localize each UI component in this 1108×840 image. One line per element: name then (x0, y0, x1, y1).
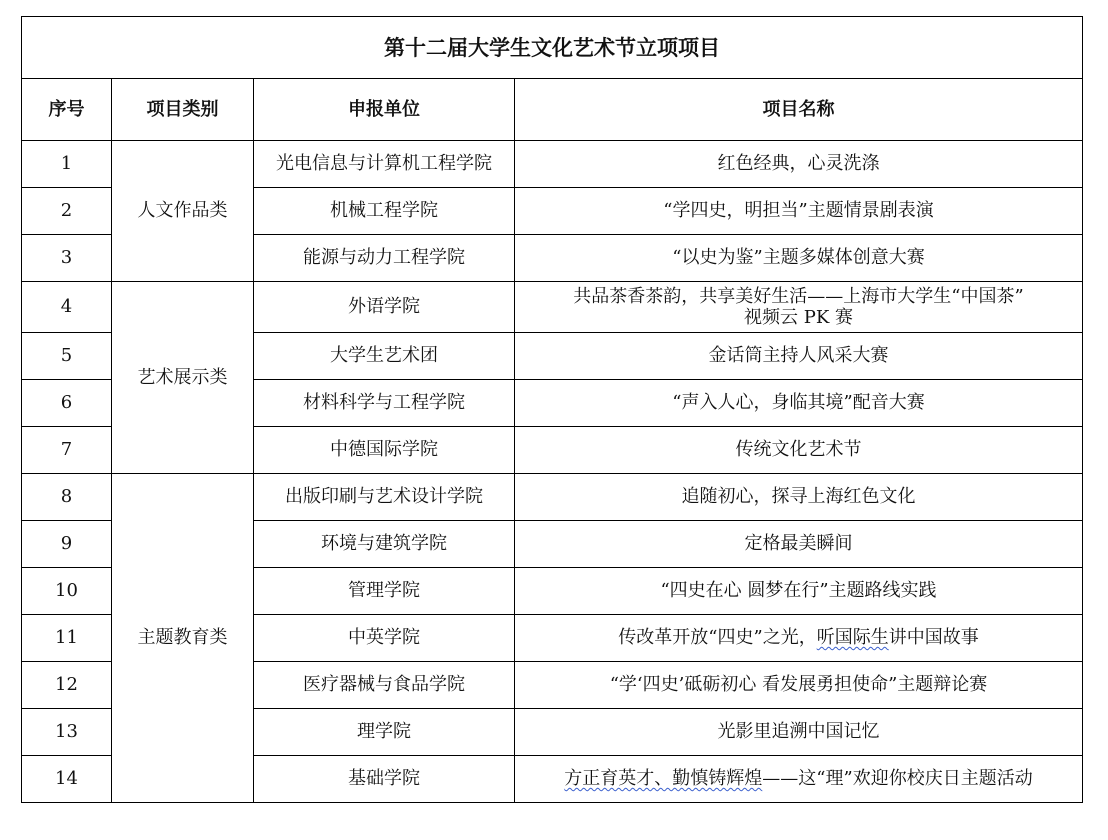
row-unit: 环境与建筑学院 (254, 521, 515, 568)
row-project-name (515, 282, 1083, 333)
header-category: 项目类别 (112, 79, 254, 141)
row-unit: 光电信息与计算机工程学院 (254, 141, 515, 188)
row-project-name: 光影里追溯中国记忆 (515, 709, 1083, 756)
row-no: 5 (22, 333, 112, 380)
project-table (21, 16, 1083, 803)
project-name-line: 视频云 PK 赛 (743, 307, 853, 328)
row-unit: 基础学院 (254, 756, 515, 803)
row-project-name: “声入人心，身临其境”配音大赛 (515, 380, 1083, 427)
category-cell: 主题教育类 (112, 474, 254, 803)
row-unit: 能源与动力工程学院 (254, 235, 515, 282)
row-unit: 材料科学与工程学院 (254, 380, 515, 427)
header-row (22, 79, 1083, 141)
row-unit: 机械工程学院 (254, 188, 515, 235)
row-no: 3 (22, 235, 112, 282)
row-no: 6 (22, 380, 112, 427)
category-cell: 艺术展示类 (112, 282, 254, 474)
header-unit: 申报单位 (254, 79, 515, 141)
row-no: 14 (22, 756, 112, 803)
table-row (22, 282, 1083, 333)
spellcheck-underlined-text: 方正育英才、勤慎铸辉煌 (564, 768, 763, 789)
table-title: 第十二届大学生文化艺术节立项项目 (22, 17, 1083, 79)
row-unit: 中德国际学院 (254, 427, 515, 474)
row-project-name: 红色经典，心灵洗涤 (515, 141, 1083, 188)
row-no: 1 (22, 141, 112, 188)
row-no: 13 (22, 709, 112, 756)
row-unit: 理学院 (254, 709, 515, 756)
row-unit: 出版印刷与艺术设计学院 (254, 474, 515, 521)
row-no: 2 (22, 188, 112, 235)
row-no: 10 (22, 568, 112, 615)
row-project-name (515, 756, 1083, 803)
row-project-name: 定格最美瞬间 (515, 521, 1083, 568)
row-no: 9 (22, 521, 112, 568)
header-no: 序号 (22, 79, 112, 141)
row-project-name: “以史为鉴”主题多媒体创意大赛 (515, 235, 1083, 282)
row-no: 4 (22, 282, 112, 333)
row-unit: 外语学院 (254, 282, 515, 333)
header-name: 项目名称 (515, 79, 1083, 141)
row-project-name: “学四史，明担当”主题情景剧表演 (515, 188, 1083, 235)
project-name-part: ——这“理”欢迎你校庆日主题活动 (762, 768, 1033, 789)
title-row (22, 17, 1083, 79)
table-row (22, 141, 1083, 188)
row-unit: 中英学院 (254, 615, 515, 662)
row-project-name: 传统文化艺术节 (515, 427, 1083, 474)
row-project-name: 追随初心，探寻上海红色文化 (515, 474, 1083, 521)
table-row (22, 474, 1083, 521)
category-cell: 人文作品类 (112, 141, 254, 282)
row-no: 12 (22, 662, 112, 709)
project-name-line: 共品茶香茶韵，共享美好生活——上海市大学生“中国茶” (573, 286, 1024, 307)
row-unit: 医疗器械与食品学院 (254, 662, 515, 709)
row-unit: 管理学院 (254, 568, 515, 615)
row-no: 11 (22, 615, 112, 662)
row-project-name (515, 615, 1083, 662)
row-no: 8 (22, 474, 112, 521)
row-unit: 大学生艺术团 (254, 333, 515, 380)
row-project-name: “四史在心 圆梦在行”主题路线实践 (515, 568, 1083, 615)
project-name-part: 讲中国故事 (888, 627, 979, 648)
row-project-name: “学‘四史’砥砺初心 看发展勇担使命”主题辩论赛 (515, 662, 1083, 709)
row-project-name: 金话筒主持人风采大赛 (515, 333, 1083, 380)
row-no: 7 (22, 427, 112, 474)
spellcheck-underlined-text: 听国际生 (816, 627, 889, 648)
project-name-part: 传改革开放“四史”之光， (618, 627, 817, 648)
